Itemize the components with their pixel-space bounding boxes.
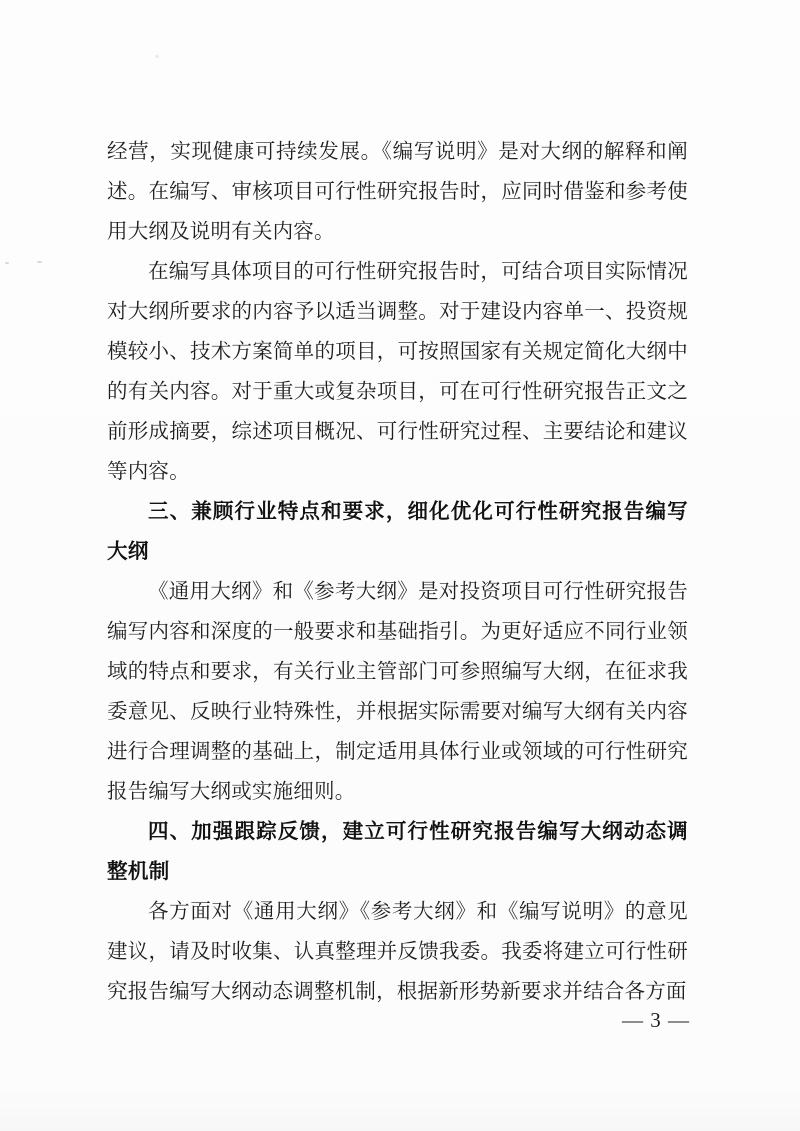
scan-speck <box>155 55 159 58</box>
paragraph: 在编写具体项目的可行性研究报告时，可结合项目实际情况对大纲所要求的内容予以适当调整。对于建设内容单一、投资规模较小、技术方案简单的项目，可按照国家有关规定简化大纲中的有关内容。对于重大或复杂项目，可在可行性研究报告正文之前形成摘要，综述项目概况、可行性研究过程、主要结论和建议等内容。 <box>107 261 688 483</box>
paragraph: 《通用大纲》和《参考大纲》是对投资项目可行性研究报告编写内容和深度的一般要求和基础指引。为更好适应不同行业领域的特点和要求，有关行业主管部门可参照编写大纲，在征求我委意见、反映行业特殊性，并根据实际需要对编写大纲有关内容进行合理调整的基础上，制定适用具体行业或领域的可行性研究报告编写大纲或实施细则。 <box>107 581 688 803</box>
scan-speck <box>5 262 9 264</box>
page-number: — 3 — <box>622 1008 690 1032</box>
paragraph: 经营，实现健康可持续发展。《编写说明》是对大纲的解释和阐述。在编写、审核项目可行性研究报告时，应同时借鉴和参考使用大纲及说明有关内容。 <box>107 141 688 243</box>
paragraph: 各方面对《通用大纲》《参考大纲》和《编写说明》的意见建议，请及时收集、认真整理并反馈我委。我委将建立可行性研究报告编写大纲动态调整机制，根据新形势新要求并结合各方面 <box>107 901 688 1003</box>
document-body <box>107 132 688 1012</box>
section-heading: 三、兼顾行业特点和要求，细化优化可行性研究报告编写大纲 <box>107 500 688 563</box>
section-heading: 四、加强跟踪反馈，建立可行性研究报告编写大纲动态调整机制 <box>107 820 688 883</box>
scan-speck <box>37 261 42 263</box>
